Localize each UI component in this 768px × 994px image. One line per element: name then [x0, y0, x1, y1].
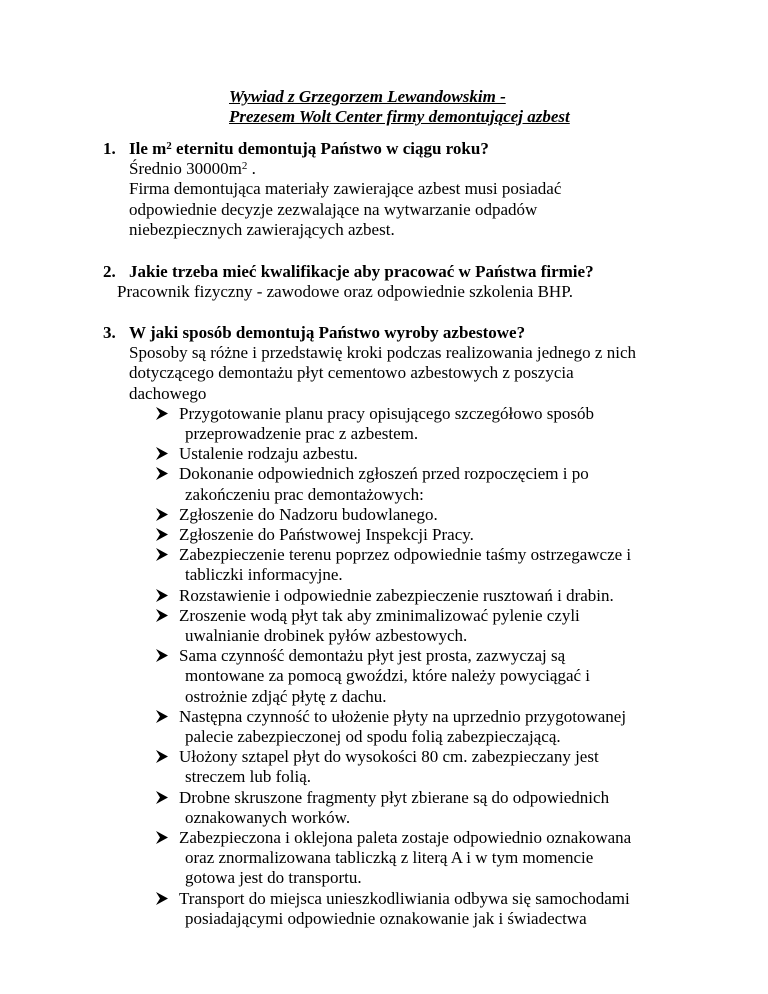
step-item: [155, 464, 663, 504]
step-line: Transport do miejsca unieszkodliwiania odbywa się samochodami: [179, 888, 630, 908]
step-line: tabliczki informacyjne.: [185, 565, 343, 585]
step-line: Zgłoszenie do Państwowej Inspekcji Pracy.: [179, 525, 474, 545]
step-item: [155, 889, 663, 929]
step-line: oraz znormalizowana tabliczką z literą A i w tym momencie: [185, 848, 594, 868]
question-2-answer: [103, 282, 663, 302]
step-line: Dokonanie odpowiednich zgłoszeń przed rozpoczęciem i po: [179, 464, 589, 484]
step-line: Ustalenie rodzaju azbestu.: [179, 444, 358, 464]
step-line: posiadającymi odpowiednie oznakowanie jak i świadectwa: [185, 908, 587, 928]
step-line: gotowa jest do transportu.: [185, 868, 362, 888]
step-item: [155, 646, 663, 707]
question-2-number: 2.: [103, 262, 116, 281]
question-3-text: W jaki sposób demontują Państwo wyroby azbestowe?: [129, 323, 526, 342]
step-item: [155, 606, 663, 646]
title-line-2: Prezesem Wolt Center firmy demontującej azbest: [229, 107, 570, 126]
arrow-bullet-icon: [155, 709, 169, 724]
question-1-heading: [103, 139, 663, 159]
intro-line: dachowego: [129, 383, 207, 403]
answer-line: Firma demontująca materiały zawierające azbest musi posiadać: [129, 179, 562, 199]
arrow-bullet-icon: [155, 790, 169, 805]
step-line: Przygotowanie planu pracy opisującego szczegółowo sposób: [179, 403, 594, 423]
arrow-bullet-icon: [155, 648, 169, 663]
arrow-bullet-icon: [155, 527, 169, 542]
answer-line: odpowiednie decyzje zezwalające na wytwarzanie odpadów: [129, 199, 538, 219]
arrow-bullet-icon: [155, 588, 169, 603]
step-line: przeprowadzenie prac z azbestem.: [185, 424, 419, 444]
step-item: [155, 444, 663, 464]
arrow-bullet-icon: [155, 547, 169, 562]
question-2-text: Jakie trzeba mieć kwalifikacje aby pracować w Państwa firmie?: [129, 262, 594, 281]
question-3-number: 3.: [103, 323, 116, 342]
document-title: [229, 87, 570, 127]
arrow-bullet-icon: [155, 830, 169, 845]
steps-list: [103, 404, 663, 929]
question-1-section: [103, 139, 663, 240]
arrow-bullet-icon: [155, 608, 169, 623]
step-item: [155, 586, 663, 606]
question-3-section: [103, 323, 663, 929]
step-line: uwalnianie drobinek pyłów azbestowych.: [185, 626, 468, 646]
arrow-bullet-icon: [155, 749, 169, 764]
step-line: Zgłoszenie do Nadzoru budowlanego.: [179, 504, 438, 524]
step-item: [155, 505, 663, 525]
step-line: montowane za pomocą gwoździ, które należy powyciągać i: [185, 666, 591, 686]
question-2-heading: [103, 262, 663, 282]
arrow-bullet-icon: [155, 507, 169, 522]
step-line: palecie zabezpieczonej od spodu folią zabezpieczającą.: [185, 727, 561, 747]
arrow-bullet-icon: [155, 466, 169, 481]
answer-line: niebezpiecznych zawierających azbest.: [129, 219, 395, 239]
step-item: [155, 404, 663, 444]
step-line: Następna czynność to ułożenie płyty na uprzednio przygotowanej: [179, 706, 627, 726]
question-2-section: [103, 262, 663, 302]
arrow-bullet-icon: [155, 446, 169, 461]
step-line: Drobne skruszone fragmenty płyt zbierane są do odpowiednich: [179, 787, 610, 807]
step-item: [155, 545, 663, 585]
step-item: [155, 828, 663, 889]
title-line-1: Wywiad z Grzegorzem Lewandowskim -: [229, 87, 506, 106]
step-item: [155, 525, 663, 545]
intro-line: Sposoby są różne i przedstawię kroki podczas realizowania jednego z nich: [129, 343, 636, 363]
step-line: oznakowanych worków.: [185, 807, 351, 827]
step-line: streczem lub folią.: [185, 767, 312, 787]
step-line: Zabezpieczenie terenu poprzez odpowiednie taśmy ostrzegawcze i: [179, 545, 632, 565]
arrow-bullet-icon: [155, 891, 169, 906]
arrow-bullet-icon: [155, 406, 169, 421]
step-line: zakończeniu prac demontażowych:: [185, 484, 424, 504]
question-1-answer: [103, 159, 663, 240]
answer-line: Pracownik fizyczny - zawodowe oraz odpowiednie szkolenia BHP.: [117, 282, 574, 302]
superscript: 2: [166, 140, 172, 152]
answer-average-line: Średnio $30000m^2$ .: [129, 159, 256, 179]
step-item: [155, 788, 663, 828]
question-3-intro: [103, 343, 663, 404]
step-item: [155, 707, 663, 747]
intro-line: dotyczącego demontażu płyt cementowo azbestowych z poszycia: [129, 363, 574, 383]
step-line: Rozstawienie i odpowiednie zabezpieczenie rusztowań i drabin.: [179, 585, 614, 605]
step-line: Zroszenie wodą płyt tak aby zminimalizować pylenie czyli: [179, 605, 580, 625]
step-line: ostrożnie zdjąć płytę z dachu.: [185, 686, 387, 706]
question-3-heading: [103, 323, 663, 343]
step-line: Zabezpieczona i oklejona paleta zostaje odpowiednio oznakowana: [179, 828, 632, 848]
step-line: Sama czynność demontażu płyt jest prosta, zazwyczaj są: [179, 646, 566, 666]
step-item: [155, 747, 663, 787]
question-1-number: 1.: [103, 139, 116, 158]
step-line: Ułożony sztapel płyt do wysokości 80 cm. zabezpieczany jest: [179, 747, 599, 767]
question-1-text: Ile $m^2$ eternitu demontują Państwo w ciągu roku?: [129, 139, 489, 158]
superscript: 2: [241, 160, 248, 173]
